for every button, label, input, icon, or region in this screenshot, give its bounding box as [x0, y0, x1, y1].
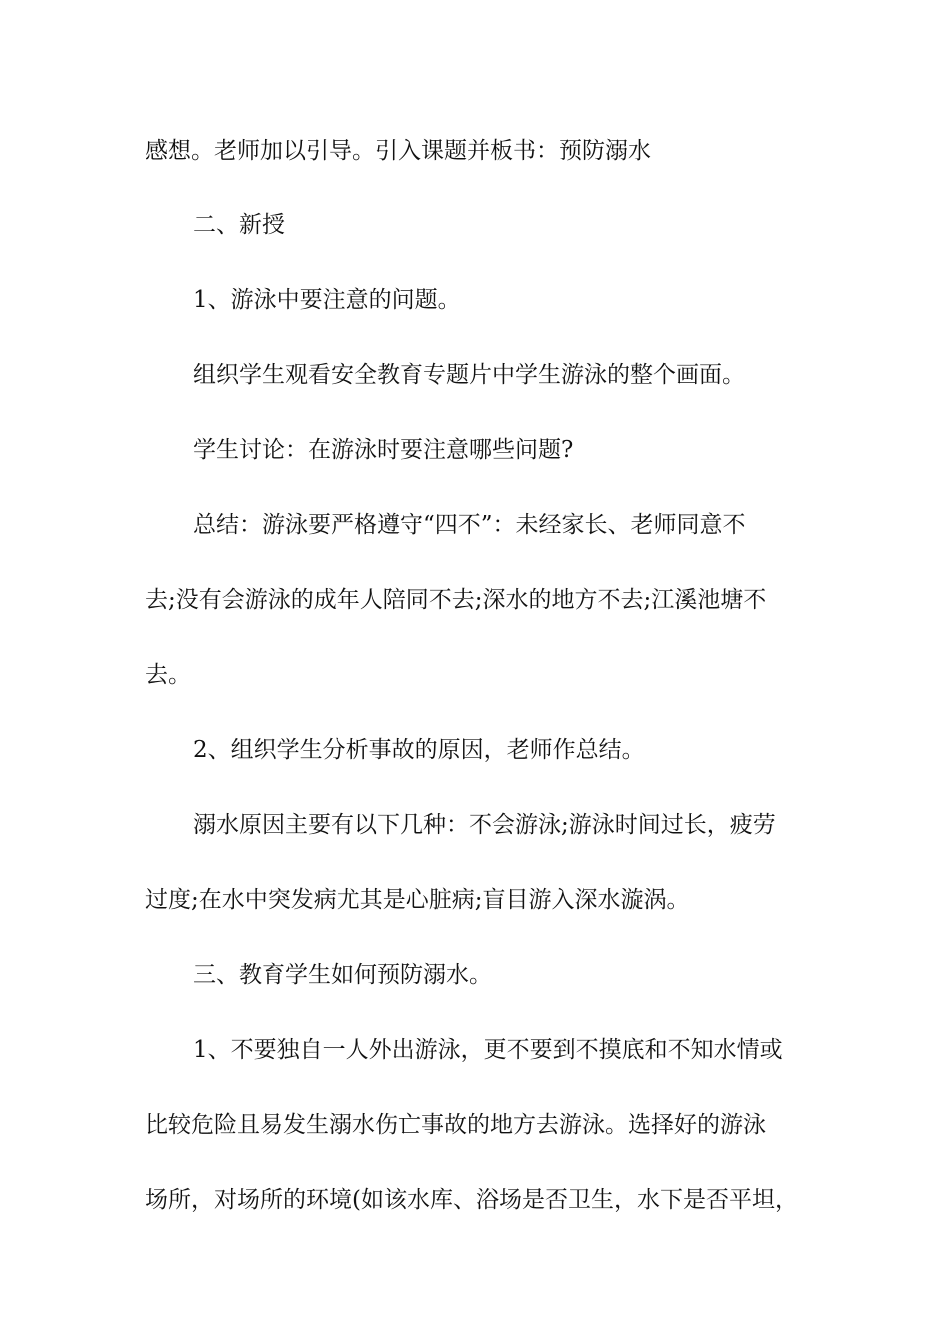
text-line: 去;没有会游泳的成年人陪同不去;深水的地方不去;江溪池塘不 [145, 587, 767, 613]
text-line: 组织学生观看安全教育专题片中学生游泳的整个画面。 [193, 362, 745, 388]
subsection-heading: 2、组织学生分析事故的原因，老师作总结。 [193, 737, 645, 763]
text-line: 去。 [145, 662, 191, 688]
text-line: 场所，对场所的环境(如该水库、浴场是否卫生，水下是否平坦， [145, 1187, 798, 1213]
text-line: 学生讨论：在游泳时要注意哪些问题? [193, 437, 574, 463]
text-line: 总结：游泳要严格遵守“四不”：未经家长、老师同意不 [193, 512, 746, 538]
text-line: 溺水原因主要有以下几种：不会游泳;游泳时间过长，疲劳 [193, 812, 776, 838]
text-line: 1、不要独自一人外出游泳，更不要到不摸底和不知水情或 [193, 1037, 783, 1063]
text-line: 比较危险且易发生溺水伤亡事故的地方去游泳。选择好的游泳 [145, 1112, 766, 1138]
text-line: 过度;在水中突发病尤其是心脏病;盲目游入深水漩涡。 [145, 887, 690, 913]
section-heading: 三、教育学生如何预防溺水。 [193, 962, 492, 988]
section-heading: 二、新授 [193, 212, 285, 238]
subsection-heading: 1、游泳中要注意的问题。 [193, 287, 461, 313]
text-line: 感想。老师加以引导。引入课题并板书：预防溺水 [145, 138, 651, 164]
